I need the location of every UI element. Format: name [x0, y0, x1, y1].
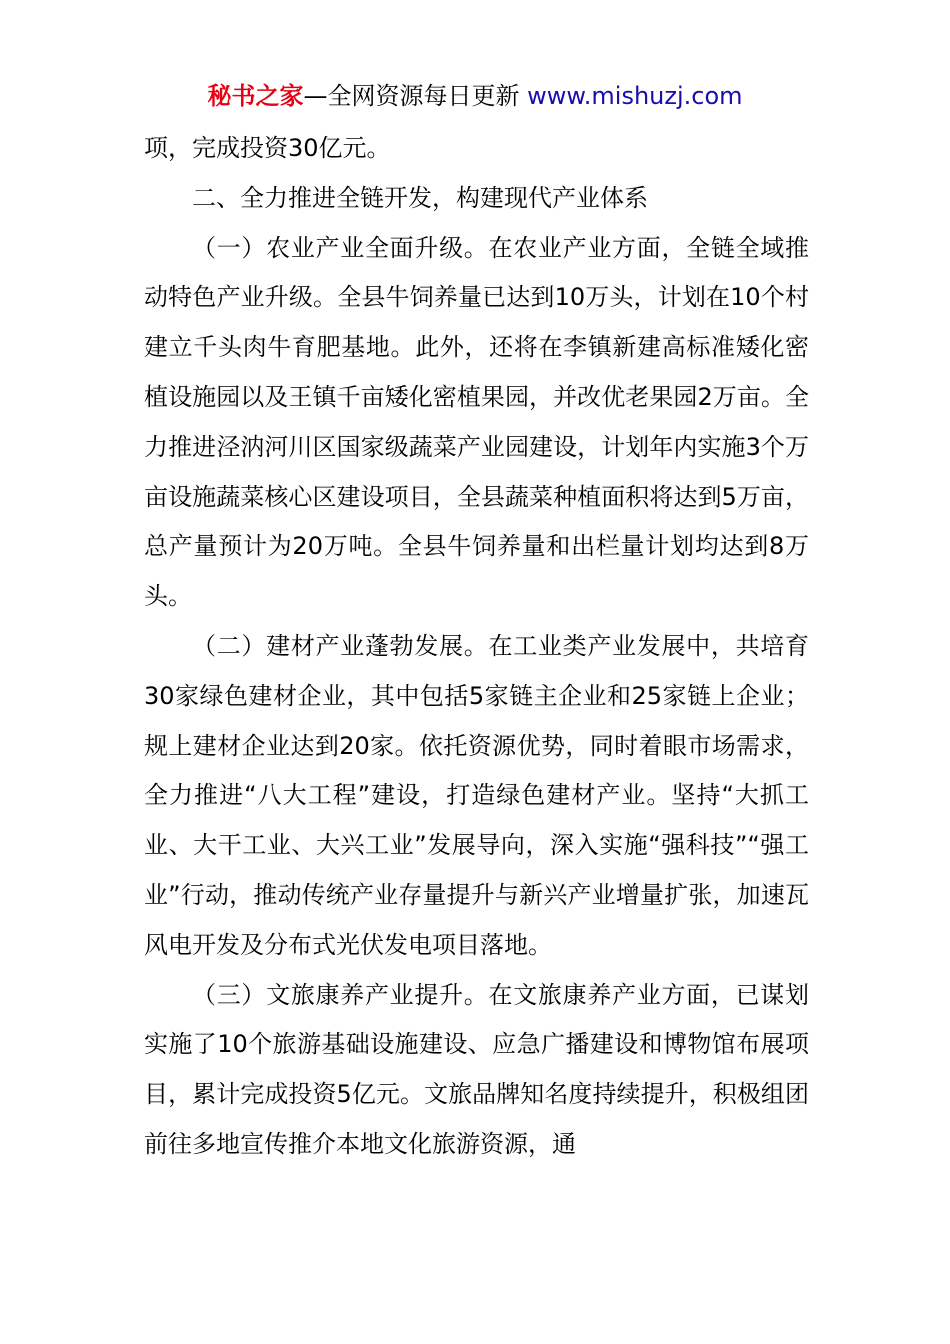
paragraph-continuation: 项，完成投资30亿元。: [144, 134, 391, 162]
paragraph-agriculture: （一）农业产业全面升级。在农业产业方面，全链全域推动特色产业升级。全县牛饲养量已达到10万头，计划在10个村建立千头肉牛育肥基地。此外，还将在李镇新建高标准矮化密植设施园以及王镇千亩矮化密植果园，并改优老果园2万亩。全力推进泾汭河川区国家级蔬菜产业园建设，计划年内实施3个万亩设施蔬菜核心区建设项目，全县蔬菜种植面积将达到5万亩，总产量预计为20万吨。全县牛饲养量和出栏量计划均达到8万头。: [144, 233, 809, 611]
site-brand: 秘书之家: [207, 82, 304, 110]
paragraph-building-materials: （二）建材产业蓬勃发展。在工业类产业发展中，共培育30家绿色建材企业，其中包括5家链主企业和25家链上企业；规上建材企业达到20家。依托资源优势，同时着眼市场需求，全力推进“八大工程”建设，打造绿色建材产业。坚持“大抓工业、大干工业、大兴工业”发展导向，深入实施“强科技”“强工业”行动，推动传统产业存量提升与新兴产业增量扩张，加速瓦风电开发及分布式光伏发电项目落地。: [144, 631, 809, 959]
site-header: [0, 78, 950, 114]
site-tagline: —全网资源每日更新: [303, 82, 528, 110]
section-heading: 二、全力推进全链开发，构建现代产业体系: [192, 183, 648, 212]
document-body: [144, 124, 809, 1170]
paragraph-culture-tourism: （三）文旅康养产业提升。在文旅康养产业方面，已谋划实施了10个旅游基础设施建设、应急广播建设和博物馆布展项目，累计完成投资5亿元。文旅品牌知名度持续提升，积极组团前往多地宣传推介本地文化旅游资源，通: [144, 980, 809, 1158]
site-url-link[interactable]: www.mishuzj.com: [527, 82, 743, 110]
